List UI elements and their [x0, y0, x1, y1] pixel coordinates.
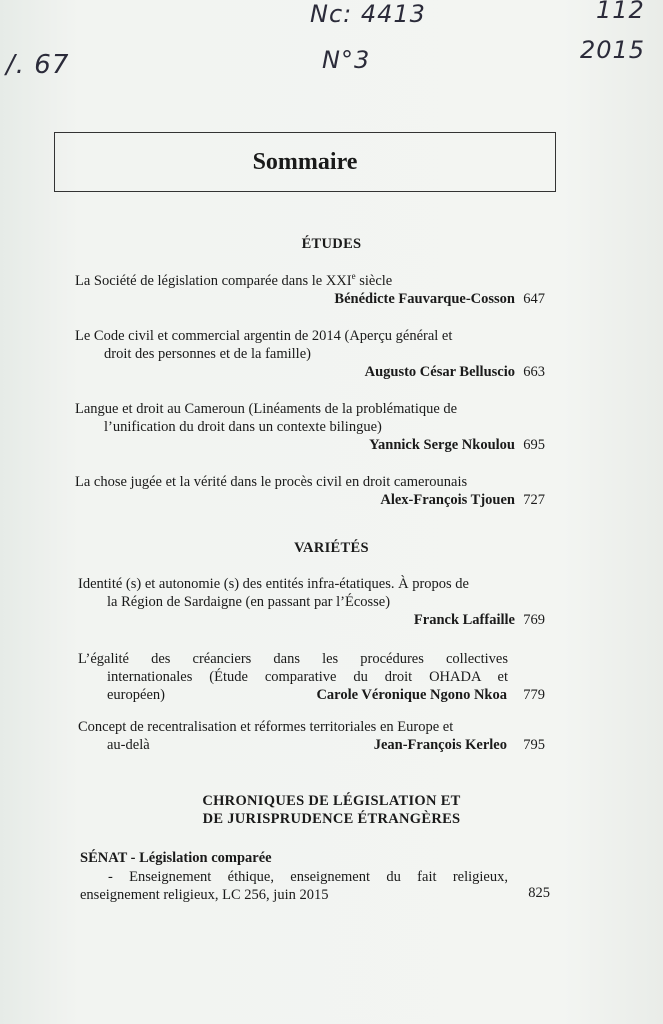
entry-title: Le Code civil et commercial argentin de 2014 (Aperçu général et droit des personnes et de la famille)	[75, 328, 453, 362]
entry-page: 727	[523, 492, 545, 508]
title-box	[54, 132, 556, 192]
toc-entry-kerleo[interactable]: Concept de recentralisation et réformes territoriales en Europe et au-delà Jean-François Kerleo 795	[78, 719, 545, 753]
entry-author: Carole Véronique Ngono Nkoa	[316, 687, 507, 703]
toc-entry-laffaille[interactable]	[78, 575, 545, 629]
entry-page: 825	[528, 885, 550, 901]
entry-title: Concept de recentralisation et réformes territoriales en Europe et	[78, 719, 454, 735]
entry-title: Identité (s) et autonomie (s) des entités infra-étatiques. À propos de la Région de Sardaigne (en passant par l’Écosse)	[78, 576, 469, 610]
section-heading-chroniques: CHRONIQUES DE LÉGISLATION ET	[202, 793, 461, 809]
handwritten-volume: 112	[596, 0, 645, 24]
entry-title: La Société de législation comparée dans le XXIe siècle	[75, 271, 393, 289]
entry-author: Yannick Serge Nkoulou 695	[369, 437, 545, 453]
handwritten-year: 2015	[580, 36, 646, 64]
entry-title-line2: enseignement religieux, LC 256, juin 2015	[80, 887, 329, 903]
section-heading-chroniques-line2: DE JURISPRUDENCE ÉTRANGÈRES	[202, 811, 461, 827]
toc-entry-tjouen[interactable]	[75, 473, 545, 509]
entry-page: 695	[523, 437, 545, 453]
toc-entry-ngono-nkoa[interactable]: L’égalité des créanciers dans les procédures collectives internationales (Étude comparative du droit OHADA et européen) Carole Véronique Ngono Nkoa 779	[78, 651, 545, 703]
toc-entry-senat[interactable]	[80, 868, 550, 904]
entry-title: Langue et droit au Cameroun (Linéaments de la problématique de l’unification du droit dans un contexte bilingue)	[75, 401, 458, 435]
entry-page: 795	[523, 737, 545, 753]
toc-entry-fauvarque[interactable]	[75, 272, 545, 308]
entry-page: 647	[523, 291, 545, 307]
entry-title: - Enseignement éthique, enseignement du fait religieux,	[108, 869, 508, 885]
entry-page: 663	[523, 364, 545, 380]
section-heading-varietes: VARIÉTÉS	[294, 540, 369, 556]
handwritten-nc-number: Nc: 4413	[310, 0, 426, 28]
entry-author: Alex-François Tjouen 727	[380, 492, 545, 508]
entry-page: 769	[523, 612, 545, 628]
toc-entry-nkoulou[interactable]	[75, 400, 545, 454]
entry-title: La chose jugée et la vérité dans le procès civil en droit camerounais	[75, 474, 468, 490]
entry-page: 779	[523, 687, 545, 703]
toc-entry-belluscio[interactable]	[75, 327, 545, 381]
handwritten-issue-number: N°3	[322, 46, 371, 74]
page-title: Sommaire	[252, 148, 358, 175]
handwritten-note-left: /. 67	[6, 50, 70, 80]
entry-author: Jean-François Kerleo	[373, 737, 507, 753]
subsection-heading-senat: SÉNAT - Législation comparée	[80, 850, 272, 866]
entry-author: Augusto César Belluscio 663	[364, 364, 545, 380]
section-heading-etudes: ÉTUDES	[301, 236, 362, 252]
entry-title: L’égalité des créanciers dans les procédures collectives internationales (Étude comparative du droit OHADA et	[78, 651, 508, 685]
entry-author: Franck Laffaille 769	[413, 612, 545, 628]
entry-author: Bénédicte Fauvarque-Cosson 647	[334, 291, 545, 307]
